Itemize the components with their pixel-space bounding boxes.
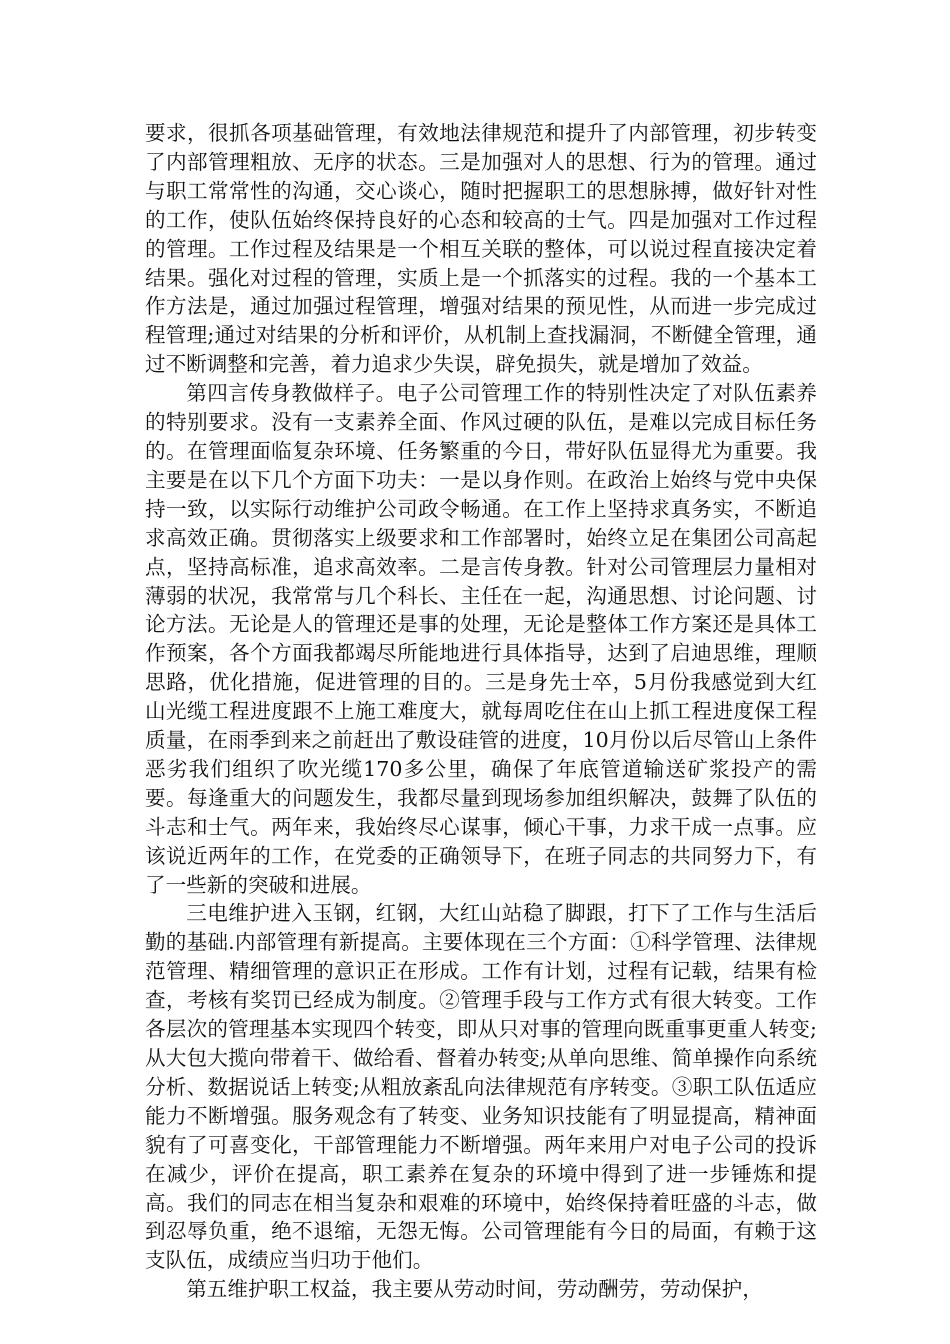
paragraph-worker-rights: 第五维护职工权益，我主要从劳动时间，劳动酬劳，劳动保护， <box>186 1277 763 1302</box>
paragraph-management-process: 要求，很抓各项基础管理，有效地法律规范和提升了内部管理，初步转变了内部管理粗放、无序的状态。三是加强对人的思想、行为的管理。通过与职工常常性的沟通，交心谈心，随时把握职工的思想脉搏，做好针对性的工作，使队伍始终保持良好的心态和较高的士气。四是加强对工作过程的管理。工作过程及结果是一个相互关联的整体，可以说过程直接决定着结果。强化对过程的管理，实质上是一个抓落实的过程。我的一个基本工作方法是，通过加强过程管理，增强对结果的预见性，从而进一步完成过程管理;通过对结果的分析和评价，从机制上查找漏洞，不断健全管理，通过不断调整和完善，着力追求少失误，辟免损失，就是增加了效益。 <box>145 121 817 377</box>
paragraph-internal-management: 三电维护进入玉钢，红钢，大红山站稳了脚跟，打下了工作与生活后勤的基础.内部管理有新提高。主要体现在三个方面：①科学管理、法律规范管理、精细管理的意识正在形成。工作有计划，过程有记载，结果有检查，考核有奖罚已经成为制度。②管理手段与工作方式有很大转变。工作各层次的管理基本实现四个转变，即从只对事的管理向既重事更重人转变;从大包大揽向带着干、做给看、督着办转变;从单向思维、简单操作向系统分析、数据说话上转变;从粗放紊乱向法律规范有序转变。③职工队伍适应能力不断增强。服务观念有了转变、业务知识技能有了明显提高，精神面貌有了可喜变化，干部管理能力不断增强。两年来用户对电子公司的投诉在减少，评价在提高，职工素养在复杂的环境中得到了进一步锤炼和提高。我们的同志在相当复杂和艰难的环境中，始终保持着旺盛的斗志，做到忍辱负重，绝不退缩，无怨无悔。公司管理能有今日的局面，有赖于这支队伍，成绩应当归功于他们。 <box>145 901 817 1273</box>
paragraph-lead-by-example: 第四言传身教做样子。电子公司管理工作的特别性决定了对队伍素养的特别要求。没有一支素养全面、作风过硬的队伍，是难以完成目标任务的。在管理面临复杂环境、任务繁重的今日，带好队伍显得尤为重要。我主要是在以下几个方面下功夫：一是以身作则。在政治上始终与党中央保持一致，以实际行动维护公司政令畅通。在工作上坚持求真务实，不断追求高效正确。贯彻落实上级要求和工作部署时，始终立足在集团公司高起点，坚持高标准，追求高效率。二是言传身教。针对公司管理层力量相对薄弱的状况，我常常与几个科长、主任在一起，沟通思想、讨论问题、讨论方法。无论是人的管理还是事的处理，无论是整体工作方案还是具体工作预案，各个方面我都竭尽所能地进行具体指导，达到了启迪思维，理顺思路，优化措施，促进管理的目的。三是身先士卒，5月份我感觉到大红山光缆工程进度跟不上施工难度大，就每周吃住在山上抓工程进度保工程质量，在雨季到来之前赶出了敷设硅管的进度，10月份以后尽管山上条件恶劣我们组织了吹光缆170多公里，确保了年底管道输送矿浆投产的需要。每逢重大的问题发生，我都尽量到现场参加组织解决，鼓舞了队伍的斗志和士气。两年来，我始终尽心谋事，倾心干事，力求干成一点事。应该说近两年的工作，在党委的正确领导下，在班子同志的共同努力下，有了一些新的突破和进展。 <box>145 381 817 897</box>
document-body <box>145 119 817 1304</box>
